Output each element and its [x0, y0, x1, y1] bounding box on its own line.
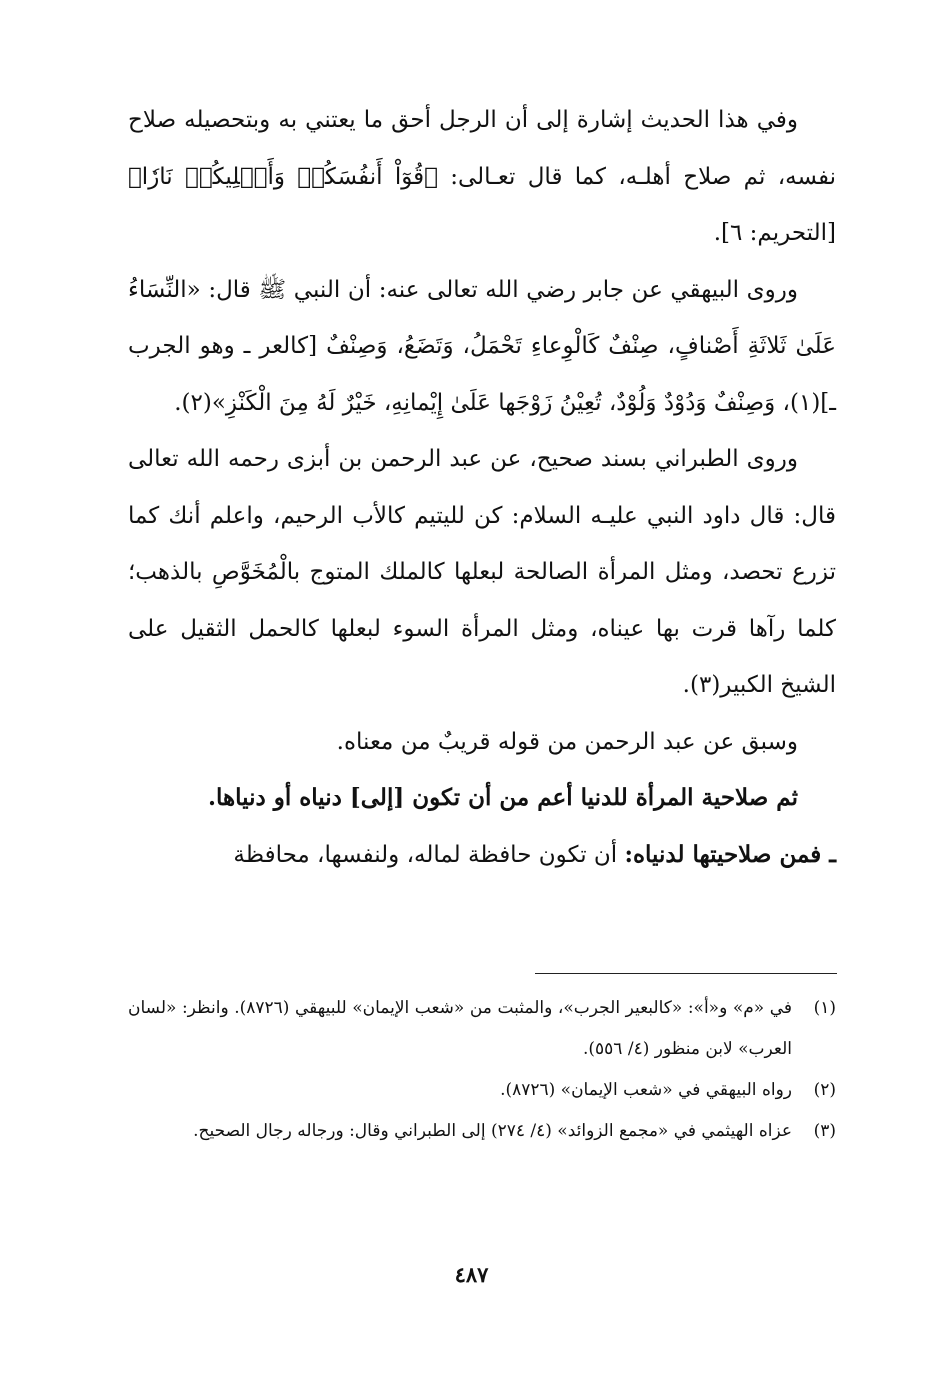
paragraph-2-hadith-bayhaqi: وروى البيهقي عن جابر رضي الله تعالى عنه: أن النبي ﷺ قال: «النِّسَاءُ عَلَىٰ ثَلاثَةِ أَصْنافٍ، صِنْفٌ كَالْوِعاءِ تَحْمَلُ، وَتَضَعُ، وَصِنْفٌ [كالعر ـ وهو الجرب ـ](١)، وَصِنْفٌ وَدُوْدٌ وَلُوْدٌ، تُعِيْنُ زَوْجَها عَلَىٰ إِيْمانِهِ، خَيْرٌ لَهُ مِنَ الْكَنْزِ»(٢).: [128, 276, 836, 416]
paragraph-6: [128, 827, 836, 884]
main-text: [128, 92, 836, 883]
footnotes: [128, 988, 836, 1152]
footnote-2: [128, 1070, 836, 1111]
paragraph-4: وسبق عن عبد الرحمن من قوله قريبٌ من معناه.: [336, 728, 798, 755]
footnote-1: [128, 988, 836, 1070]
paragraph-6-bold-lead: ـ فمن صلاحيتها لدنياه:: [624, 840, 836, 868]
footnote-3: [128, 1111, 836, 1152]
paragraph-6-rest: أن تكون حافظة لماله، ولنفسها، محافظة: [233, 841, 625, 868]
footnote-number: (١): [813, 998, 836, 1018]
footnote-text: رواه البيهقي في «شعب الإيمان» (٨٧٢٦).: [500, 1080, 792, 1100]
footnote-text: في «م» و«أ»: «كالبعير الجرب»، والمثبت من «شعب الإيمان» للبيهقي (٨٧٢٦). وانظر: «لسان العرب» لابن منظور (٤/ ٥٥٦).: [128, 998, 792, 1059]
footnote-number: (٢): [813, 1080, 836, 1100]
paragraph-1: وفي هذا الحديث إشارة إلى أن الرجل أحق ما يعتني به وبتحصيله صلاح نفسه، ثم صلاح أهلـه، كما قال تعـالى: ﴿قُوٓاْ أَنفُسَكُمۡ وَأَهۡلِيكُمۡ نَارٗا﴾[التحريم: ٦].: [128, 107, 836, 246]
footnote-divider: [535, 973, 837, 974]
footnote-text: عزاه الهيثمي في «مجمع الزوائد» (٤/ ٢٧٤) إلى الطبراني وقال: ورجاله رجال الصحيح.: [193, 1121, 792, 1141]
paragraph-3-tabarani: وروى الطبراني بسند صحيح، عن عبد الرحمن بن أبزى رحمه الله تعالى قال: قال داود النبي عليـه السلام: كن لليتيم كالأب الرحيم، واعلم أنك كما تزرع تحصد، ومثل المرأة الصالحة لبعلها كالملك المتوج بالْمُخَوَّصِ بالذهب؛ كلما رآها قرت بها عيناه، ومثل المرأة السوء لبعلها كالحمل الثقيل على الشيخ الكبير(٣).: [128, 446, 836, 698]
page-number: ٤٨٧: [454, 1262, 489, 1287]
paragraph-5-heading: ثم صلاحية المرأة للدنيا أعم من أن تكون [إلى] دنياه أو دنياها.: [207, 784, 798, 811]
footnote-number: (٣): [813, 1121, 836, 1141]
